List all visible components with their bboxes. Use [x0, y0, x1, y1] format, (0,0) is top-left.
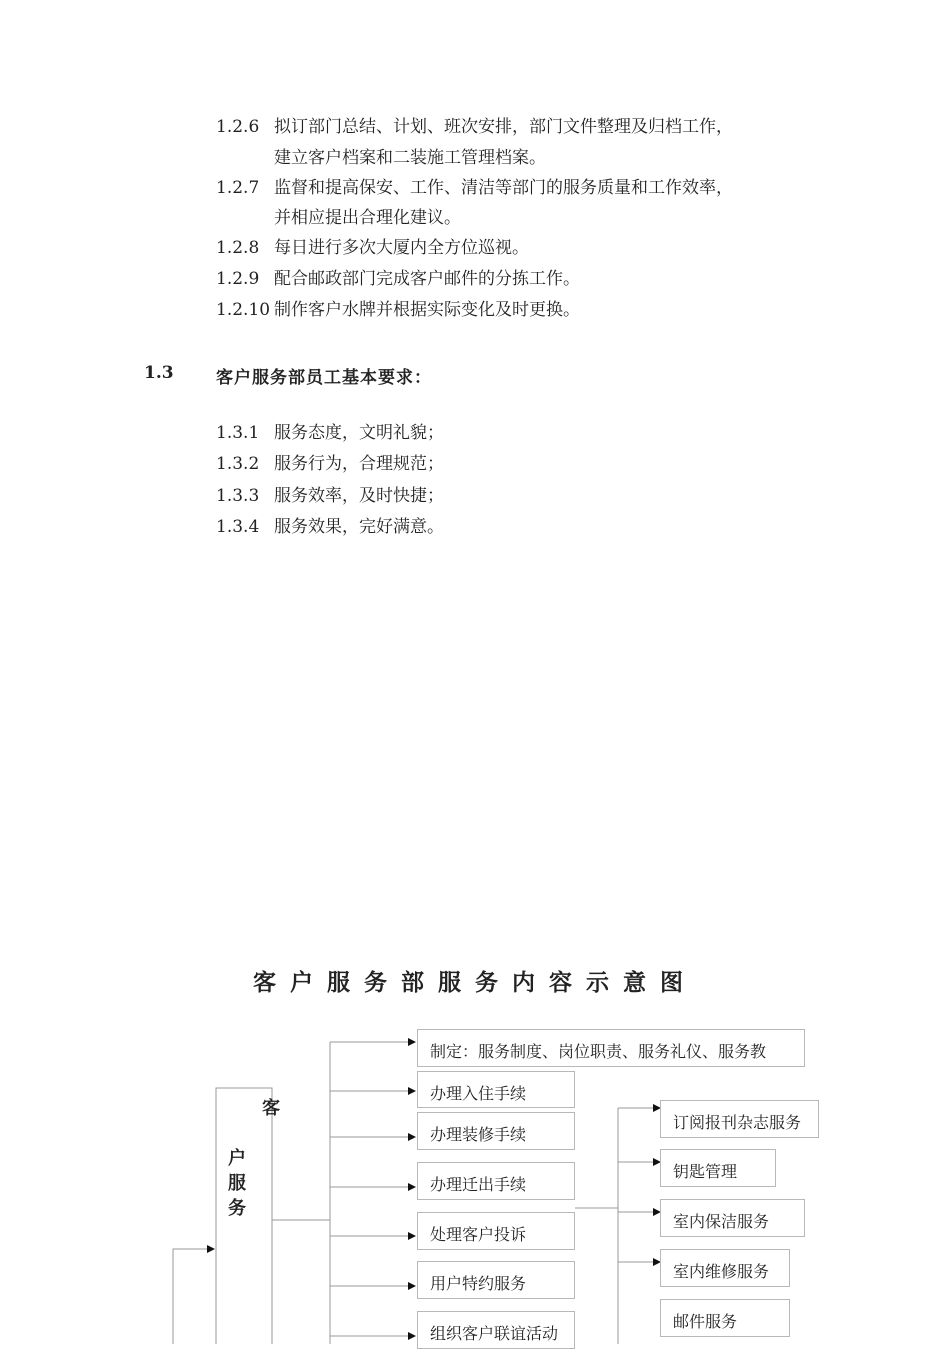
- section-title: 客户服务部员工基本要求：: [216, 368, 432, 388]
- service-box-special: 用户特约服务: [417, 1261, 575, 1299]
- item-text: 配合邮政部门完成客户邮件的分拣工作。: [274, 269, 580, 289]
- item-text: 服务态度，文明礼貌；: [274, 423, 444, 443]
- service-box-checkout: 办理迁出手续: [417, 1162, 575, 1200]
- service-box-subscription: 订阅报刊杂志服务: [660, 1100, 819, 1138]
- root-char: 务: [228, 1198, 246, 1219]
- item-number: 1.2.8: [216, 238, 260, 258]
- item-text: 拟订部门总结、计划、班次安排，部门文件整理及归档工作，: [274, 117, 733, 137]
- service-box-cleaning: 室内保洁服务: [660, 1199, 805, 1237]
- item-text: 服务效果，完好满意。: [274, 517, 444, 537]
- item-continuation: 并相应提出合理化建议。: [274, 208, 461, 228]
- service-box-events: 组织客户联谊活动: [417, 1311, 575, 1349]
- item-number: 1.3.1: [216, 423, 260, 443]
- service-box-keys: 钥匙管理: [660, 1149, 776, 1187]
- item-number: 1.2.10: [216, 300, 271, 320]
- item-number: 1.2.9: [216, 269, 260, 289]
- root-char: 客: [262, 1098, 280, 1119]
- item-number: 1.3.2: [216, 454, 260, 474]
- incoming-arrow: [173, 1249, 214, 1344]
- item-number: 1.3.3: [216, 486, 260, 506]
- item-number: 1.3.4: [216, 517, 260, 537]
- diagram-title: 客户服务部服务内容示意图: [253, 969, 697, 996]
- service-box-checkin: 办理入住手续: [417, 1071, 575, 1108]
- item-text: 服务行为，合理规范；: [274, 454, 444, 474]
- root-char: 服: [228, 1173, 246, 1194]
- item-number: 1.2.7: [216, 178, 260, 198]
- item-text: 每日进行多次大厦内全方位巡视。: [274, 238, 529, 258]
- service-box-renovation: 办理装修手续: [417, 1112, 575, 1150]
- section-number: 1.3: [144, 363, 174, 383]
- item-continuation: 建立客户档案和二装施工管理档案。: [274, 148, 546, 168]
- service-box-complaints: 处理客户投诉: [417, 1212, 575, 1250]
- item-number: 1.2.6: [216, 117, 260, 137]
- item-text: 监督和提高保安、工作、清洁等部门的服务质量和工作效率，: [274, 178, 733, 198]
- service-box-policy: 制定：服务制度、岗位职责、服务礼仪、服务教: [417, 1029, 805, 1067]
- service-box-repair: 室内维修服务: [660, 1249, 790, 1287]
- service-box-mail: 邮件服务: [660, 1299, 790, 1337]
- item-text: 制作客户水牌并根据实际变化及时更换。: [274, 300, 580, 320]
- root-char: 户: [228, 1148, 246, 1169]
- item-text: 服务效率，及时快捷；: [274, 486, 444, 506]
